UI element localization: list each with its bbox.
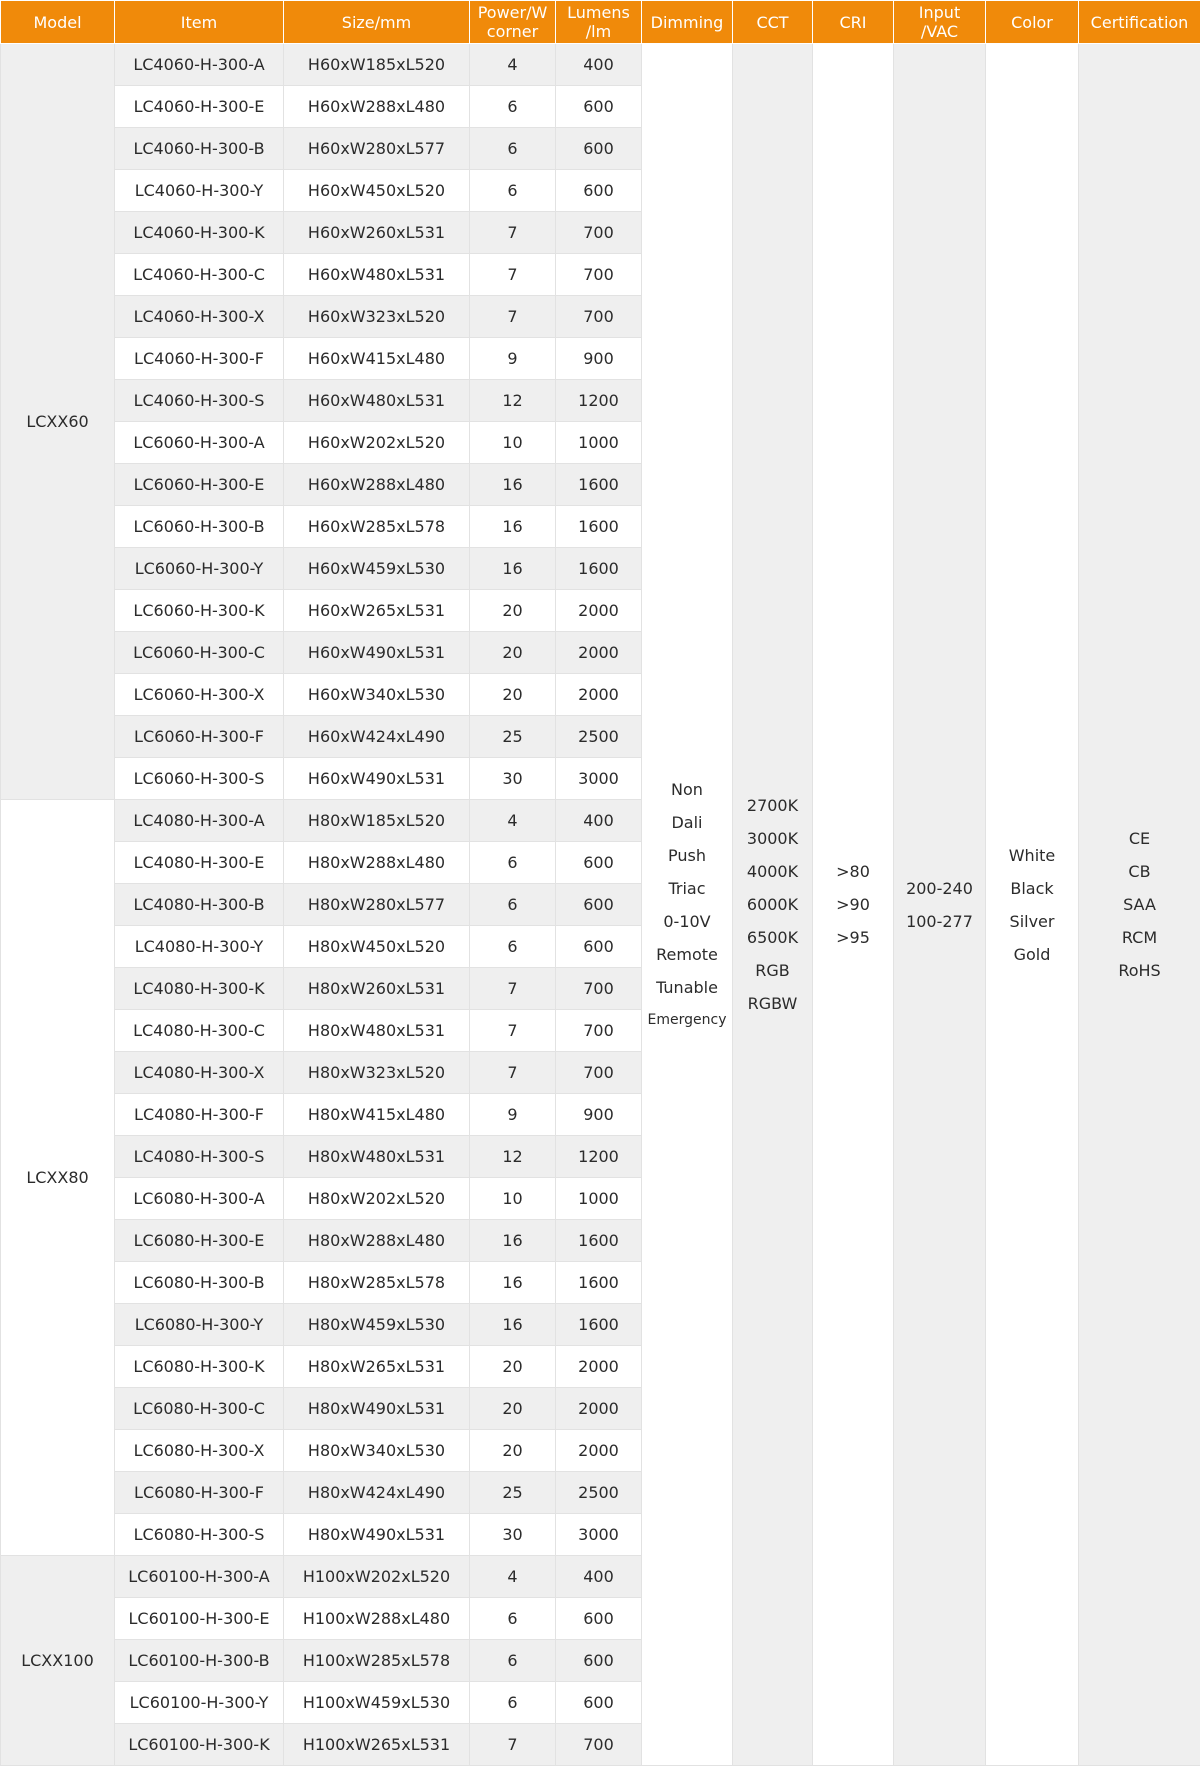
power-cell: 25 <box>470 716 556 758</box>
item-cell: LC6060-H-300-B <box>115 506 284 548</box>
header-power-line2: corner <box>486 22 539 41</box>
cri-value: >95 <box>836 928 870 947</box>
power-cell: 16 <box>470 464 556 506</box>
header-item: Item <box>115 1 284 44</box>
power-cell: 4 <box>470 800 556 842</box>
lumens-cell: 2000 <box>556 632 642 674</box>
lumens-cell: 1000 <box>556 1178 642 1220</box>
lumens-cell: 900 <box>556 1094 642 1136</box>
lumens-cell: 900 <box>556 338 642 380</box>
lumens-cell: 700 <box>556 1010 642 1052</box>
power-cell: 10 <box>470 422 556 464</box>
lumens-cell: 2000 <box>556 1346 642 1388</box>
cct-value: RGB <box>755 961 790 980</box>
size-cell: H80xW323xL520 <box>284 1052 470 1094</box>
item-cell: LC4080-H-300-S <box>115 1136 284 1178</box>
item-cell: LC6060-H-300-S <box>115 758 284 800</box>
lumens-cell: 1600 <box>556 464 642 506</box>
power-cell: 6 <box>470 884 556 926</box>
lumens-cell: 3000 <box>556 758 642 800</box>
lumens-cell: 2000 <box>556 1430 642 1472</box>
item-cell: LC4080-H-300-F <box>115 1094 284 1136</box>
dimming-value: Remote <box>656 944 718 964</box>
lumens-cell: 1600 <box>556 1262 642 1304</box>
power-cell: 20 <box>470 1346 556 1388</box>
power-cell: 4 <box>470 1556 556 1598</box>
cct-cell <box>733 44 813 1766</box>
dimming-value: Tunable <box>656 977 718 997</box>
size-cell: H80xW415xL480 <box>284 1094 470 1136</box>
power-cell: 7 <box>470 254 556 296</box>
lumens-cell: 2000 <box>556 590 642 632</box>
power-cell: 16 <box>470 1262 556 1304</box>
lumens-cell: 1600 <box>556 548 642 590</box>
power-cell: 6 <box>470 926 556 968</box>
item-cell: LC4060-H-300-C <box>115 254 284 296</box>
item-cell: LC6080-H-300-A <box>115 1178 284 1220</box>
size-cell: H80xW480xL531 <box>284 1136 470 1178</box>
item-cell: LC6080-H-300-B <box>115 1262 284 1304</box>
size-cell: H60xW490xL531 <box>284 758 470 800</box>
lumens-cell: 400 <box>556 800 642 842</box>
item-cell: LC4080-H-300-K <box>115 968 284 1010</box>
item-cell: LC6060-H-300-X <box>115 674 284 716</box>
power-cell: 6 <box>470 1598 556 1640</box>
size-cell: H60xW323xL520 <box>284 296 470 338</box>
lumens-cell: 600 <box>556 1682 642 1724</box>
size-cell: H60xW424xL490 <box>284 716 470 758</box>
certification-value: SAA <box>1123 895 1156 914</box>
model-cell: LCXX100 <box>1 1556 115 1766</box>
size-cell: H60xW202xL520 <box>284 422 470 464</box>
input-value: 200-240 <box>906 878 973 898</box>
power-cell: 9 <box>470 338 556 380</box>
lumens-cell: 600 <box>556 842 642 884</box>
model-cell: LCXX60 <box>1 44 115 800</box>
power-cell: 7 <box>470 968 556 1010</box>
lumens-cell: 1600 <box>556 506 642 548</box>
item-cell: LC6080-H-300-X <box>115 1430 284 1472</box>
dimming-value: Dali <box>671 812 703 832</box>
item-cell: LC4060-H-300-S <box>115 380 284 422</box>
size-cell: H80xW459xL530 <box>284 1304 470 1346</box>
lumens-cell: 700 <box>556 296 642 338</box>
dimming-value: Emergency <box>647 1011 727 1028</box>
certification-cell <box>1079 44 1200 1766</box>
power-cell: 6 <box>470 170 556 212</box>
lumens-cell: 2000 <box>556 1388 642 1430</box>
item-cell: LC4080-H-300-X <box>115 1052 284 1094</box>
size-cell: H100xW285xL578 <box>284 1640 470 1682</box>
color-value: White <box>1008 845 1056 865</box>
power-cell: 7 <box>470 296 556 338</box>
dimming-value: Non <box>671 779 703 799</box>
lumens-cell: 600 <box>556 884 642 926</box>
size-cell: H80xW490xL531 <box>284 1514 470 1556</box>
item-cell: LC6080-H-300-Y <box>115 1304 284 1346</box>
header-row <box>1 1 1200 44</box>
lumens-cell: 700 <box>556 1052 642 1094</box>
cct-value: 4000K <box>746 862 799 881</box>
size-cell: H100xW265xL531 <box>284 1724 470 1766</box>
cri-value: >90 <box>836 895 870 914</box>
lumens-cell: 2500 <box>556 716 642 758</box>
cct-value: 6000K <box>746 895 799 914</box>
power-cell: 12 <box>470 1136 556 1178</box>
item-cell: LC60100-H-300-A <box>115 1556 284 1598</box>
power-cell: 7 <box>470 1052 556 1094</box>
cri-value: >80 <box>836 862 870 881</box>
item-cell: LC6060-H-300-Y <box>115 548 284 590</box>
size-cell: H60xW185xL520 <box>284 44 470 86</box>
lumens-cell: 700 <box>556 254 642 296</box>
lumens-cell: 700 <box>556 212 642 254</box>
certification-value: RCM <box>1121 928 1158 947</box>
size-cell: H60xW340xL530 <box>284 674 470 716</box>
power-cell: 6 <box>470 1640 556 1682</box>
header-input <box>894 1 986 44</box>
certification-value: CE <box>1128 829 1151 848</box>
cct-value: 6500K <box>746 928 799 947</box>
power-cell: 10 <box>470 1178 556 1220</box>
table-body <box>1 44 1200 1766</box>
power-cell: 20 <box>470 1388 556 1430</box>
size-cell: H60xW260xL531 <box>284 212 470 254</box>
power-cell: 6 <box>470 86 556 128</box>
cct-value: 3000K <box>746 829 799 848</box>
item-cell: LC6080-H-300-S <box>115 1514 284 1556</box>
table-row <box>1 44 1200 86</box>
size-cell: H80xW280xL577 <box>284 884 470 926</box>
lumens-cell: 2000 <box>556 674 642 716</box>
size-cell: H60xW480xL531 <box>284 254 470 296</box>
size-cell: H80xW424xL490 <box>284 1472 470 1514</box>
certification-value: CB <box>1128 862 1151 881</box>
size-cell: H100xW288xL480 <box>284 1598 470 1640</box>
lumens-cell: 600 <box>556 86 642 128</box>
header-input-line1: Input <box>918 3 961 22</box>
size-cell: H60xW459xL530 <box>284 548 470 590</box>
item-cell: LC6060-H-300-E <box>115 464 284 506</box>
header-cri: CRI <box>813 1 894 44</box>
size-cell: H60xW415xL480 <box>284 338 470 380</box>
size-cell: H60xW265xL531 <box>284 590 470 632</box>
item-cell: LC60100-H-300-K <box>115 1724 284 1766</box>
size-cell: H60xW450xL520 <box>284 170 470 212</box>
item-cell: LC4060-H-300-X <box>115 296 284 338</box>
power-cell: 16 <box>470 1220 556 1262</box>
lumens-cell: 1200 <box>556 1136 642 1178</box>
certification-value: RoHS <box>1118 961 1161 980</box>
item-cell: LC4080-H-300-B <box>115 884 284 926</box>
power-cell: 20 <box>470 632 556 674</box>
power-cell: 7 <box>470 212 556 254</box>
lumens-cell: 3000 <box>556 1514 642 1556</box>
dimming-cell <box>642 44 733 1766</box>
size-cell: H80xW480xL531 <box>284 1010 470 1052</box>
size-cell: H80xW340xL530 <box>284 1430 470 1472</box>
input-value: 100-277 <box>906 911 973 931</box>
power-cell: 12 <box>470 380 556 422</box>
size-cell: H60xW285xL578 <box>284 506 470 548</box>
header-color: Color <box>986 1 1079 44</box>
item-cell: LC4060-H-300-F <box>115 338 284 380</box>
item-cell: LC6080-H-300-C <box>115 1388 284 1430</box>
header-input-line2: /VAC <box>920 22 959 41</box>
size-cell: H60xW280xL577 <box>284 128 470 170</box>
color-value: Gold <box>1013 944 1051 964</box>
power-cell: 16 <box>470 506 556 548</box>
lumens-cell: 700 <box>556 968 642 1010</box>
item-cell: LC60100-H-300-Y <box>115 1682 284 1724</box>
power-cell: 16 <box>470 548 556 590</box>
item-cell: LC6080-H-300-K <box>115 1346 284 1388</box>
header-cct: CCT <box>733 1 813 44</box>
item-cell: LC6060-H-300-K <box>115 590 284 632</box>
size-cell: H80xW288xL480 <box>284 842 470 884</box>
header-dimming: Dimming <box>642 1 733 44</box>
power-cell: 6 <box>470 1682 556 1724</box>
cct-value: RGBW <box>747 994 798 1013</box>
size-cell: H60xW288xL480 <box>284 464 470 506</box>
item-cell: LC4060-H-300-B <box>115 128 284 170</box>
lumens-cell: 1600 <box>556 1220 642 1262</box>
size-cell: H100xW202xL520 <box>284 1556 470 1598</box>
header-power-line1: Power/W <box>477 3 548 22</box>
power-cell: 9 <box>470 1094 556 1136</box>
item-cell: LC6060-H-300-F <box>115 716 284 758</box>
item-cell: LC4060-H-300-A <box>115 44 284 86</box>
header-power <box>470 1 556 44</box>
lumens-cell: 600 <box>556 1640 642 1682</box>
power-cell: 25 <box>470 1472 556 1514</box>
item-cell: LC4080-H-300-E <box>115 842 284 884</box>
item-cell: LC4060-H-300-Y <box>115 170 284 212</box>
lumens-cell: 400 <box>556 1556 642 1598</box>
item-cell: LC4060-H-300-E <box>115 86 284 128</box>
input-cell <box>894 44 986 1766</box>
lumens-cell: 2500 <box>556 1472 642 1514</box>
power-cell: 20 <box>470 590 556 632</box>
size-cell: H60xW490xL531 <box>284 632 470 674</box>
item-cell: LC6060-H-300-C <box>115 632 284 674</box>
color-value: Black <box>1010 878 1054 898</box>
size-cell: H80xW285xL578 <box>284 1262 470 1304</box>
color-cell <box>986 44 1079 1766</box>
lumens-cell: 600 <box>556 128 642 170</box>
cri-cell <box>813 44 894 1766</box>
size-cell: H80xW450xL520 <box>284 926 470 968</box>
lumens-cell: 1600 <box>556 1304 642 1346</box>
size-cell: H80xW202xL520 <box>284 1178 470 1220</box>
item-cell: LC4060-H-300-K <box>115 212 284 254</box>
power-cell: 16 <box>470 1304 556 1346</box>
item-cell: LC4080-H-300-Y <box>115 926 284 968</box>
item-cell: LC4080-H-300-C <box>115 1010 284 1052</box>
power-cell: 6 <box>470 842 556 884</box>
power-cell: 20 <box>470 674 556 716</box>
size-cell: H60xW480xL531 <box>284 380 470 422</box>
power-cell: 30 <box>470 1514 556 1556</box>
lumens-cell: 400 <box>556 44 642 86</box>
color-value: Silver <box>1009 911 1055 931</box>
size-cell: H80xW288xL480 <box>284 1220 470 1262</box>
power-cell: 30 <box>470 758 556 800</box>
power-cell: 4 <box>470 44 556 86</box>
lumens-cell: 700 <box>556 1724 642 1766</box>
lumens-cell: 1000 <box>556 422 642 464</box>
power-cell: 7 <box>470 1724 556 1766</box>
item-cell: LC6080-H-300-E <box>115 1220 284 1262</box>
item-cell: LC60100-H-300-E <box>115 1598 284 1640</box>
header-lumens <box>556 1 642 44</box>
item-cell: LC4080-H-300-A <box>115 800 284 842</box>
header-size: Size/mm <box>284 1 470 44</box>
header-lumens-line2: /lm <box>585 22 612 41</box>
power-cell: 7 <box>470 1010 556 1052</box>
lumens-cell: 600 <box>556 170 642 212</box>
header-certification: Certification <box>1079 1 1200 44</box>
power-cell: 6 <box>470 128 556 170</box>
size-cell: H80xW185xL520 <box>284 800 470 842</box>
dimming-value: Push <box>668 845 706 865</box>
lumens-cell: 600 <box>556 1598 642 1640</box>
size-cell: H80xW260xL531 <box>284 968 470 1010</box>
dimming-value: Triac <box>668 878 706 898</box>
item-cell: LC60100-H-300-B <box>115 1640 284 1682</box>
cct-value: 2700K <box>746 796 799 815</box>
header-lumens-line1: Lumens <box>567 3 630 22</box>
power-cell: 20 <box>470 1430 556 1472</box>
model-cell: LCXX80 <box>1 800 115 1556</box>
size-cell: H80xW490xL531 <box>284 1388 470 1430</box>
size-cell: H80xW265xL531 <box>284 1346 470 1388</box>
dimming-value: 0-10V <box>663 911 711 931</box>
item-cell: LC6060-H-300-A <box>115 422 284 464</box>
lumens-cell: 1200 <box>556 380 642 422</box>
item-cell: LC6080-H-300-F <box>115 1472 284 1514</box>
size-cell: H100xW459xL530 <box>284 1682 470 1724</box>
lumens-cell: 600 <box>556 926 642 968</box>
size-cell: H60xW288xL480 <box>284 86 470 128</box>
header-model: Model <box>1 1 115 44</box>
